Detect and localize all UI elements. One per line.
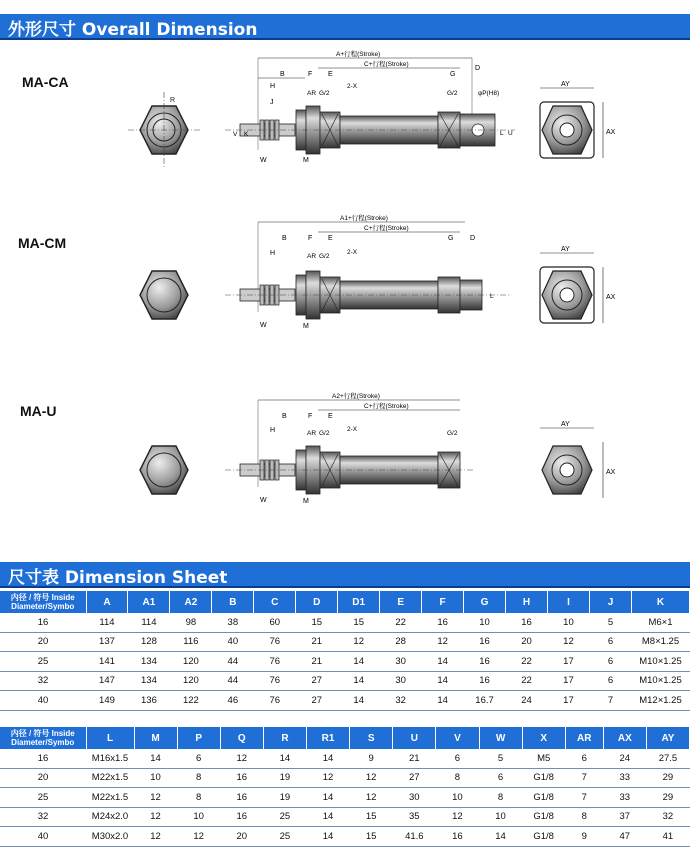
table-cell: 120 bbox=[170, 652, 212, 672]
header-cell-g: G bbox=[464, 591, 506, 613]
table-cell: 14 bbox=[338, 652, 380, 672]
ay-label-u: AY bbox=[561, 421, 570, 428]
header-cell-q: Q bbox=[220, 727, 263, 749]
table-cell: 14 bbox=[263, 749, 306, 768]
table-cell: 14 bbox=[422, 671, 464, 691]
table-cell: 25 bbox=[263, 807, 306, 827]
table-cell: 12 bbox=[177, 827, 220, 847]
table-cell: 20 bbox=[0, 768, 86, 788]
h-label: H bbox=[270, 83, 276, 90]
h-label-u: H bbox=[270, 427, 276, 434]
table-cell: 7 bbox=[565, 768, 603, 788]
table-cell: 12 bbox=[307, 768, 350, 788]
table-cell: M10×1.25 bbox=[632, 652, 690, 672]
table-cell: M16x1.5 bbox=[86, 749, 134, 768]
header-cell-u: U bbox=[393, 727, 436, 749]
g-label-cm: G bbox=[448, 235, 454, 242]
w-label: W bbox=[260, 157, 267, 164]
table-cell: 15 bbox=[338, 613, 380, 632]
table-row bbox=[0, 788, 690, 808]
e-label: E bbox=[328, 71, 333, 78]
table-cell: 29 bbox=[646, 788, 689, 808]
ar-label-u: AR bbox=[307, 430, 317, 437]
g2-label-rear-u: G/2 bbox=[447, 430, 458, 437]
header-cell-a1: A1 bbox=[128, 591, 170, 613]
m-label-cm: M bbox=[303, 323, 309, 330]
ar-label: AR bbox=[307, 90, 317, 97]
table-cell: 32 bbox=[0, 671, 86, 691]
table-cell: 149 bbox=[86, 691, 128, 711]
model-label-ma-u: MA-U bbox=[20, 403, 57, 419]
a2-stroke-label: A2+行程(Stroke) bbox=[332, 393, 380, 400]
header-cell-x: X bbox=[522, 727, 565, 749]
table-cell: 76 bbox=[254, 671, 296, 691]
g2-label: G/2 bbox=[319, 90, 330, 97]
table-cell: 16 bbox=[0, 613, 86, 632]
table-cell: 41.6 bbox=[393, 827, 436, 847]
table-cell: 14 bbox=[307, 788, 350, 808]
table-cell: 60 bbox=[254, 613, 296, 632]
table-cell: M8×1.25 bbox=[632, 632, 690, 652]
table-cell: 32 bbox=[380, 691, 422, 711]
drawing-ma-cm bbox=[140, 213, 616, 330]
table-cell: 47 bbox=[603, 827, 646, 847]
table-cell: 114 bbox=[86, 613, 128, 632]
table-cell: 20 bbox=[506, 632, 548, 652]
g2-label-u: G/2 bbox=[319, 430, 330, 437]
table-cell: 20 bbox=[220, 827, 263, 847]
table-cell: 9 bbox=[350, 749, 393, 768]
table-row bbox=[0, 671, 690, 691]
table-cell: 136 bbox=[128, 691, 170, 711]
g2-label-cm: G/2 bbox=[319, 253, 330, 260]
table-cell: 8 bbox=[565, 807, 603, 827]
table-cell: 28 bbox=[380, 632, 422, 652]
h-label-cm: H bbox=[270, 250, 276, 257]
table-cell: 14 bbox=[422, 652, 464, 672]
table-cell: 17 bbox=[547, 671, 589, 691]
header-cell-b: B bbox=[212, 591, 254, 613]
table-cell: 16 bbox=[506, 613, 548, 632]
header-cell-d1: D1 bbox=[338, 591, 380, 613]
a-stroke-label: A+行程(Stroke) bbox=[336, 51, 381, 58]
table-cell: 8 bbox=[436, 768, 479, 788]
table-cell: 16 bbox=[464, 671, 506, 691]
a1-stroke-label: A1+行程(Stroke) bbox=[340, 215, 388, 222]
table-cell: 27.5 bbox=[646, 749, 689, 768]
header-cell-diameter: 内径 / 符号 Inside Diameter/Symbo bbox=[0, 591, 86, 613]
header-cell-v: V bbox=[436, 727, 479, 749]
table-cell: 12 bbox=[350, 788, 393, 808]
w-label-cm: W bbox=[260, 322, 267, 329]
f-label: F bbox=[308, 71, 313, 78]
table-cell: 16 bbox=[464, 632, 506, 652]
table-cell: 116 bbox=[170, 632, 212, 652]
b-label-cm: B bbox=[282, 235, 287, 242]
table-cell: 12 bbox=[422, 632, 464, 652]
table-cell: M10×1.25 bbox=[632, 671, 690, 691]
table-cell: 7 bbox=[589, 691, 631, 711]
ay-label-cm: AY bbox=[561, 246, 570, 253]
table-cell: 25 bbox=[0, 788, 86, 808]
table-cell: 122 bbox=[170, 691, 212, 711]
table-cell: M5 bbox=[522, 749, 565, 768]
table-cell: 21 bbox=[296, 652, 338, 672]
g2-label-rear: G/2 bbox=[447, 90, 458, 97]
header-cell-d: D bbox=[296, 591, 338, 613]
table-cell: 22 bbox=[380, 613, 422, 632]
table-cell: 44 bbox=[212, 652, 254, 672]
table-cell: 8 bbox=[177, 768, 220, 788]
header-cell-c: C bbox=[254, 591, 296, 613]
header-cell-f: F bbox=[422, 591, 464, 613]
table-header-row bbox=[0, 591, 690, 613]
table-cell: G1/8 bbox=[522, 827, 565, 847]
table-cell: 10 bbox=[547, 613, 589, 632]
table-cell: 16 bbox=[436, 827, 479, 847]
table-cell: 12 bbox=[134, 788, 177, 808]
table-cell: 10 bbox=[436, 788, 479, 808]
table-cell: 12 bbox=[436, 807, 479, 827]
table-cell: 7 bbox=[565, 788, 603, 808]
table-cell: 27 bbox=[296, 691, 338, 711]
c-stroke-label-cm: C+行程(Stroke) bbox=[364, 225, 409, 232]
dimension-sheet-title: 尺寸表 Dimension Sheet bbox=[8, 568, 228, 588]
table-cell: 12 bbox=[134, 827, 177, 847]
table-cell: 128 bbox=[128, 632, 170, 652]
table-cell: 30 bbox=[393, 788, 436, 808]
table-cell: 14 bbox=[422, 691, 464, 711]
header-cell-s: S bbox=[350, 727, 393, 749]
overall-dimension-header bbox=[0, 14, 690, 40]
table-cell: 38 bbox=[212, 613, 254, 632]
header-cell-w: W bbox=[479, 727, 522, 749]
table-cell: 17 bbox=[547, 652, 589, 672]
b-label-u: B bbox=[282, 413, 287, 420]
table-cell: 16 bbox=[422, 613, 464, 632]
table-cell: 25 bbox=[263, 827, 306, 847]
w-label-u: W bbox=[260, 497, 267, 504]
b-label: B bbox=[280, 71, 285, 78]
m-label: M bbox=[303, 157, 309, 164]
c-stroke-label: C+行程(Stroke) bbox=[364, 61, 409, 68]
phip-label: φP(H8) bbox=[478, 90, 500, 97]
table-row bbox=[0, 807, 690, 827]
table-cell: 10 bbox=[464, 613, 506, 632]
m-label-u: M bbox=[303, 498, 309, 505]
table-cell: 14 bbox=[307, 827, 350, 847]
table-row bbox=[0, 768, 690, 788]
table-cell: M6×1 bbox=[632, 613, 690, 632]
table-cell: 24 bbox=[506, 691, 548, 711]
dimension-table-1 bbox=[0, 591, 690, 711]
drawing-ma-u bbox=[140, 391, 616, 505]
r-label: R bbox=[170, 97, 176, 104]
table-cell: 5 bbox=[479, 749, 522, 768]
table-cell: 114 bbox=[128, 613, 170, 632]
table-cell: 40 bbox=[0, 691, 86, 711]
header-cell-r: R bbox=[263, 727, 306, 749]
table-cell: 76 bbox=[254, 652, 296, 672]
table-cell: 8 bbox=[177, 788, 220, 808]
table-cell: 15 bbox=[350, 807, 393, 827]
header-cell-a2: A2 bbox=[170, 591, 212, 613]
table-cell: 46 bbox=[212, 691, 254, 711]
table-cell: M30x2.0 bbox=[86, 827, 134, 847]
table-cell: 14 bbox=[479, 827, 522, 847]
e-label-cm: E bbox=[328, 235, 333, 242]
f-label-u: F bbox=[308, 413, 313, 420]
table-cell: 12 bbox=[134, 807, 177, 827]
table-header-row bbox=[0, 727, 690, 749]
table-cell: 22 bbox=[506, 652, 548, 672]
table-cell: 15 bbox=[296, 613, 338, 632]
table-cell: 35 bbox=[393, 807, 436, 827]
table-cell: 10 bbox=[479, 807, 522, 827]
header-cell-ar: AR bbox=[565, 727, 603, 749]
k-label: K bbox=[244, 131, 249, 138]
table-cell: 5 bbox=[589, 613, 631, 632]
table-cell: 6 bbox=[177, 749, 220, 768]
table-cell: 17 bbox=[547, 691, 589, 711]
table-cell: 30 bbox=[380, 652, 422, 672]
table-cell: M22x1.5 bbox=[86, 788, 134, 808]
table-row bbox=[0, 632, 690, 652]
table-cell: 12 bbox=[338, 632, 380, 652]
twox-label-u: 2-X bbox=[347, 426, 358, 433]
table-row bbox=[0, 652, 690, 672]
table-cell: 16 bbox=[220, 768, 263, 788]
table-cell: 30 bbox=[380, 671, 422, 691]
table-cell: 22 bbox=[506, 671, 548, 691]
ay-label: AY bbox=[561, 81, 570, 88]
table-cell: 8 bbox=[479, 788, 522, 808]
dimension-sheet-header bbox=[0, 562, 690, 588]
technical-drawings bbox=[0, 40, 690, 560]
table-cell: 12 bbox=[220, 749, 263, 768]
table-cell: G1/8 bbox=[522, 807, 565, 827]
table-cell: 10 bbox=[134, 768, 177, 788]
ax-label-cm: AX bbox=[606, 294, 616, 301]
d-label-cm: D bbox=[470, 235, 476, 242]
table-cell: 27 bbox=[393, 768, 436, 788]
header-cell-h: H bbox=[506, 591, 548, 613]
d-label: D bbox=[475, 65, 481, 72]
table-cell: 25 bbox=[0, 652, 86, 672]
table-cell: 32 bbox=[0, 807, 86, 827]
model-label-ma-cm: MA-CM bbox=[18, 235, 67, 251]
table-cell: 6 bbox=[479, 768, 522, 788]
table-cell: 27 bbox=[296, 671, 338, 691]
table-cell: 14 bbox=[134, 749, 177, 768]
l-label: L bbox=[500, 130, 504, 137]
table-row bbox=[0, 613, 690, 632]
table-cell: 76 bbox=[254, 632, 296, 652]
table-cell: 10 bbox=[177, 807, 220, 827]
c-stroke-label-u: C+行程(Stroke) bbox=[364, 403, 409, 410]
table-cell: 14 bbox=[338, 671, 380, 691]
g-label: G bbox=[450, 71, 456, 78]
l-label-cm: L bbox=[490, 293, 494, 300]
table-cell: 14 bbox=[307, 807, 350, 827]
ax-label: AX bbox=[606, 129, 616, 136]
u-label: U bbox=[508, 130, 513, 137]
table-cell: 6 bbox=[589, 652, 631, 672]
table-cell: 33 bbox=[603, 768, 646, 788]
table-cell: 76 bbox=[254, 691, 296, 711]
header-cell-i: I bbox=[547, 591, 589, 613]
table-cell: 19 bbox=[263, 768, 306, 788]
table-cell: M24x2.0 bbox=[86, 807, 134, 827]
header-cell-m: M bbox=[134, 727, 177, 749]
table-row bbox=[0, 827, 690, 847]
header-cell-diameter: 内径 / 符号 Inside Diameter/Symbo bbox=[0, 727, 86, 749]
header-cell-ay: AY bbox=[646, 727, 689, 749]
table-cell: 6 bbox=[589, 671, 631, 691]
table-cell: M22x1.5 bbox=[86, 768, 134, 788]
overall-dimension-title: 外形尺寸 Overall Dimension bbox=[8, 20, 258, 40]
table-cell: 44 bbox=[212, 671, 254, 691]
header-cell-a: A bbox=[86, 591, 128, 613]
e-label-u: E bbox=[328, 413, 333, 420]
table-cell: 16 bbox=[0, 749, 86, 768]
ar-label-cm: AR bbox=[307, 253, 317, 260]
table-cell: 147 bbox=[86, 671, 128, 691]
drawing-ma-ca bbox=[128, 49, 616, 168]
table-cell: 20 bbox=[0, 632, 86, 652]
table-cell: 141 bbox=[86, 652, 128, 672]
table-cell: 134 bbox=[128, 671, 170, 691]
twox-label-cm: 2-X bbox=[347, 249, 358, 256]
table-cell: 37 bbox=[603, 807, 646, 827]
table-row bbox=[0, 749, 690, 768]
header-cell-l: L bbox=[86, 727, 134, 749]
table-cell: 21 bbox=[296, 632, 338, 652]
table-cell: 134 bbox=[128, 652, 170, 672]
header-cell-r1: R1 bbox=[307, 727, 350, 749]
table-cell: 137 bbox=[86, 632, 128, 652]
table-cell: 15 bbox=[350, 827, 393, 847]
v-label: V bbox=[233, 131, 238, 138]
table-cell: 16 bbox=[464, 652, 506, 672]
table-cell: 16 bbox=[220, 788, 263, 808]
table-cell: 33 bbox=[603, 788, 646, 808]
table-cell: 16.7 bbox=[464, 691, 506, 711]
table-cell: 40 bbox=[0, 827, 86, 847]
model-label-ma-ca: MA-CA bbox=[22, 74, 69, 90]
table-cell: 6 bbox=[565, 749, 603, 768]
table-cell: 14 bbox=[307, 749, 350, 768]
table-cell: 6 bbox=[436, 749, 479, 768]
header-cell-p: P bbox=[177, 727, 220, 749]
table-cell: 12 bbox=[350, 768, 393, 788]
table-cell: 9 bbox=[565, 827, 603, 847]
table-cell: G1/8 bbox=[522, 768, 565, 788]
header-cell-j: J bbox=[589, 591, 631, 613]
table-cell: 12 bbox=[547, 632, 589, 652]
ax-label-u: AX bbox=[606, 469, 616, 476]
header-cell-ax: AX bbox=[603, 727, 646, 749]
table-cell: 14 bbox=[338, 691, 380, 711]
table-cell: 29 bbox=[646, 768, 689, 788]
table-cell: 98 bbox=[170, 613, 212, 632]
table-cell: 32 bbox=[646, 807, 689, 827]
table-cell: G1/8 bbox=[522, 788, 565, 808]
table-cell: 41 bbox=[646, 827, 689, 847]
table-cell: 16 bbox=[220, 807, 263, 827]
f-label-cm: F bbox=[308, 235, 313, 242]
table-cell: 6 bbox=[589, 632, 631, 652]
table-cell: 24 bbox=[603, 749, 646, 768]
dimension-table-2 bbox=[0, 727, 690, 847]
table-cell: 21 bbox=[393, 749, 436, 768]
table-cell: 19 bbox=[263, 788, 306, 808]
table-row bbox=[0, 691, 690, 711]
table-cell: M12×1.25 bbox=[632, 691, 690, 711]
table-cell: 120 bbox=[170, 671, 212, 691]
j-label: J bbox=[270, 99, 274, 106]
header-cell-k: K bbox=[632, 591, 690, 613]
twox-label: 2-X bbox=[347, 83, 358, 90]
table-cell: 40 bbox=[212, 632, 254, 652]
header-cell-e: E bbox=[380, 591, 422, 613]
